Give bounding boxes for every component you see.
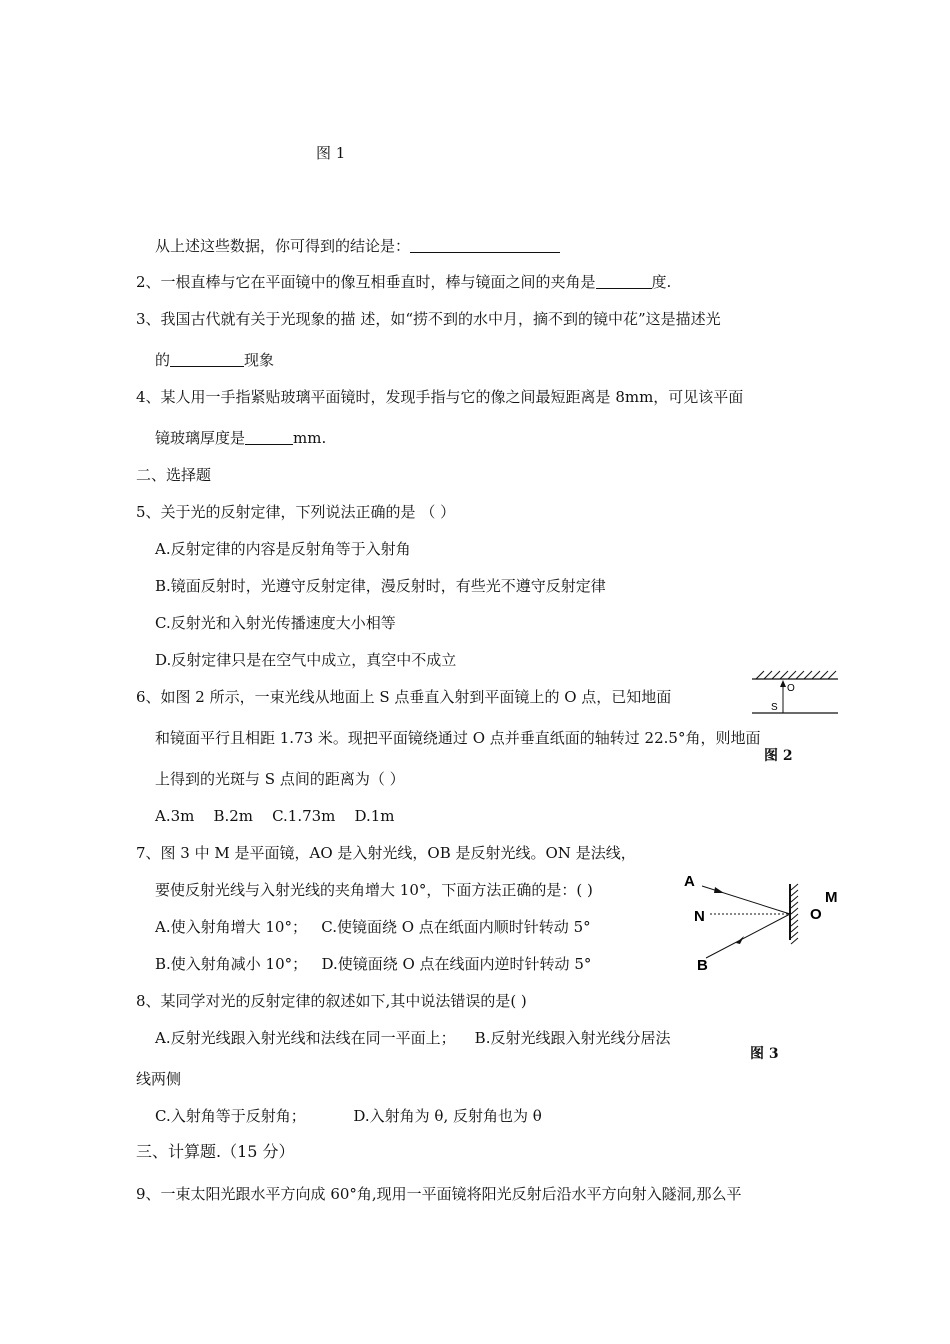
question-7-options-bd: B.使入射角减小 10°； D.使镜面绕 O 点在线面内逆时针转动 5° [155,955,592,973]
label-n: N [694,908,705,925]
question-3-line-2 [155,350,274,370]
label-m: M [825,889,838,906]
label-a: A [684,873,695,890]
mirror-hatching [791,884,798,944]
question-7-options-ac: A.使入射角增大 10°； C.使镜面绕 O 点在纸面内顺时针转动 5° [155,918,591,936]
reflected-ray-ob [706,914,790,958]
question-6-line-3: 上得到的光斑与 S 点间的距离为（ ） [155,770,405,788]
label-o: O [810,906,822,923]
question-6-line-2: 和镜面平行且相距 1.73 米。现把平面镜绕通过 O 点并垂直纸面的轴转过 22.5°角，则地面 [155,729,761,747]
figure-2-diagram [750,668,842,718]
question-4-prefix: 镜玻璃厚度是 [155,429,246,447]
figure-3-caption: 图 3 [750,1046,779,1062]
question-3-line-1: 3、我国古代就有关于光现象的描 述，如“捞不到的水中月，摘不到的镜中花”这是描述光 [136,310,721,328]
question-2 [136,272,671,292]
question-6-options: A.3m B.2m C.1.73m D.1m [155,807,395,825]
question-5-option-d: D.反射定律只是在空气中成立，真空中不成立 [155,651,457,669]
question-5-stem: 5、关于光的反射定律，下列说法正确的是 （ ） [136,503,456,521]
figure-3-diagram [680,866,840,978]
mirror-hatching [756,671,836,679]
label-o: O [787,683,795,694]
question-6-line-1: 6、如图 2 所示，一束光线从地面上 S 点垂直入射到平面镜上的 O 点，已知地面 [136,688,672,706]
question-5-option-a: A.反射定律的内容是反射角等于入射角 [155,540,411,558]
question-9-line-1: 9、一束太阳光跟水平方向成 60°角,现用一平面镜将阳光反射后沿水平方向射入隧洞,那么平 [136,1185,742,1203]
ray-arrow-icon [780,680,786,687]
incident-arrow-icon [714,887,724,893]
answer-blank [410,237,560,253]
question-8-options-ab: A.反射光线跟入射光线和法线在同一平面上； B.反射光线跟入射光线分居法 [155,1029,671,1047]
question-4-line-2 [155,428,326,448]
label-s: S [771,702,778,713]
question-7-line-1: 7、图 3 中 M 是平面镜，AO 是入射光线，OB 是反射光线。ON 是法线， [136,844,636,862]
question-2-text: 2、一根直棒与它在平面镜中的像互相垂直时，棒与镜面之间的夹角是 [136,273,596,291]
question-7-line-2: 要使反射光线与入射光线的夹角增大 10°，下面方法正确的是：( ) [155,881,593,899]
question-3-prefix: 的 [155,351,171,369]
figure-1-caption: 图 1 [316,144,346,162]
question-8-options-cd: C.入射角等于反射角； D.入射角为 θ, 反射角也为 θ [155,1107,542,1125]
reflected-arrow-icon [736,936,744,944]
section-2-heading: 二、选择题 [136,466,212,484]
question-5-option-b: B.镜面反射时，光遵守反射定律，漫反射时，有些光不遵守反射定律 [155,577,606,595]
question-3-suffix: 现象 [244,351,275,369]
question-1-text: 从上述这些数据，你可得到的结论是： [155,237,411,255]
answer-blank [596,273,652,289]
figure-2-caption: 图 2 [764,748,793,764]
answer-blank [170,351,244,367]
question-5-option-c: C.反射光和入射光传播速度大小相等 [155,614,396,632]
question-2-tail: 度. [651,273,672,291]
question-4-suffix: mm. [293,429,327,447]
question-8-options-ab-cont: 线两侧 [136,1070,182,1088]
section-3-heading: 三、计算题.（15 分） [136,1142,295,1161]
question-1-conclusion [155,236,560,256]
question-4-line-1: 4、某人用一手指紧贴玻璃平面镜时，发现手指与它的像之间最短距离是 8mm，可见该平面 [136,388,744,406]
answer-blank [245,429,293,445]
question-8-stem: 8、某同学对光的反射定律的叙述如下,其中说法错误的是( ) [136,992,527,1010]
label-b: B [697,957,708,974]
